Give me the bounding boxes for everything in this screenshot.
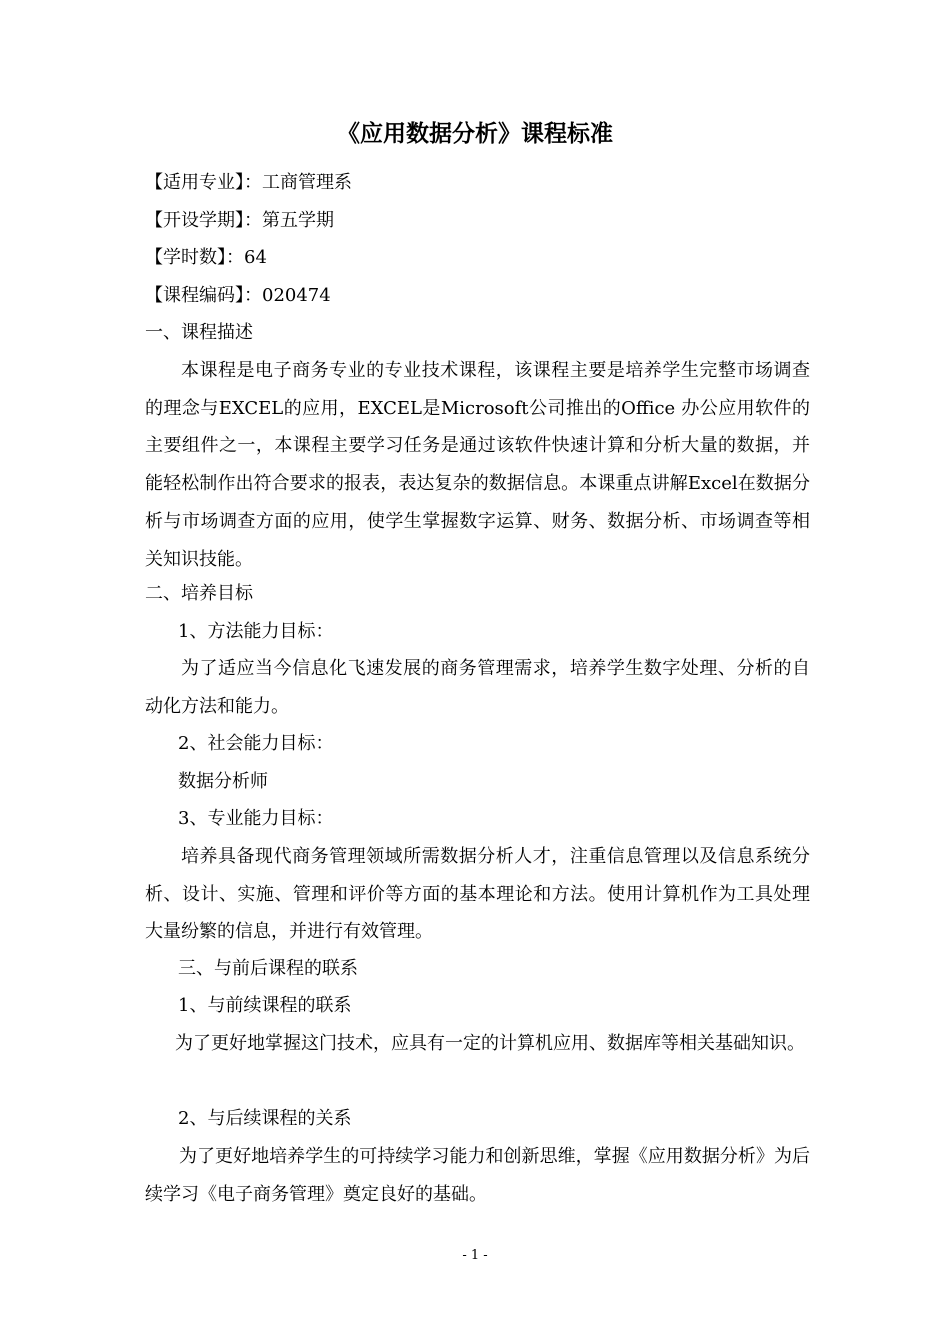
section-body-description: 本课程是电子商务专业的专业技术课程，该课程主要是培养学生完整市场调查的理念与EXCEL的应用，EXCEL是Microsoft公司推出的Office 办公应用软件的主要组件之一，本课程主要学习任务是通过该软件快速计算和分析大量的数据，并能轻松制作出符合要求的报表，表达复杂的数据信息。本课重点讲解Excel在数据分析与市场调查方面的应用，使学生掌握数字运算、财务、数据分析、市场调查等相关知识技能。 [145, 360, 810, 570]
page-number: - 1 - [462, 1248, 488, 1263]
meta-hours: 【学时数】：64 [145, 247, 267, 268]
body-social-ability: 数据分析师 [178, 771, 268, 792]
subheading-prior-courses: 1、与前续课程的联系 [178, 995, 352, 1016]
section-heading-objectives: 二、培养目标 [145, 583, 253, 604]
subheading-method-ability: 1、方法能力目标： [178, 621, 334, 642]
document-title: 《应用数据分析》课程标准 [337, 121, 613, 147]
meta-major: 【适用专业】：工商管理系 [145, 172, 352, 193]
subheading-later-courses: 2、与后续课程的关系 [178, 1108, 352, 1129]
section-heading-related-courses: 三、与前后课程的联系 [178, 958, 358, 979]
body-prior-courses: 为了更好地掌握这门技术，应具有一定的计算机应用、数据库等相关基础知识。 [175, 1033, 805, 1054]
subheading-professional-ability: 3、专业能力目标： [178, 808, 334, 829]
subheading-social-ability: 2、社会能力目标： [178, 733, 334, 754]
section-heading-description: 一、课程描述 [145, 322, 253, 343]
body-method-ability: 为了适应当今信息化飞速发展的商务管理需求，培养学生数字处理、分析的自动化方法和能力。 [145, 658, 810, 717]
meta-code: 【课程编码】：020474 [145, 285, 331, 306]
body-later-courses: 为了更好地培养学生的可持续学习能力和创新思维，掌握《应用数据分析》为后续学习《电子商务管理》奠定良好的基础。 [145, 1146, 810, 1205]
meta-semester: 【开设学期】：第五学期 [145, 210, 334, 231]
body-professional-ability: 培养具备现代商务管理领域所需数据分析人才，注重信息管理以及信息系统分析、设计、实施、管理和评价等方面的基本理论和方法。使用计算机作为工具处理大量纷繁的信息，并进行有效管理。 [145, 846, 810, 943]
